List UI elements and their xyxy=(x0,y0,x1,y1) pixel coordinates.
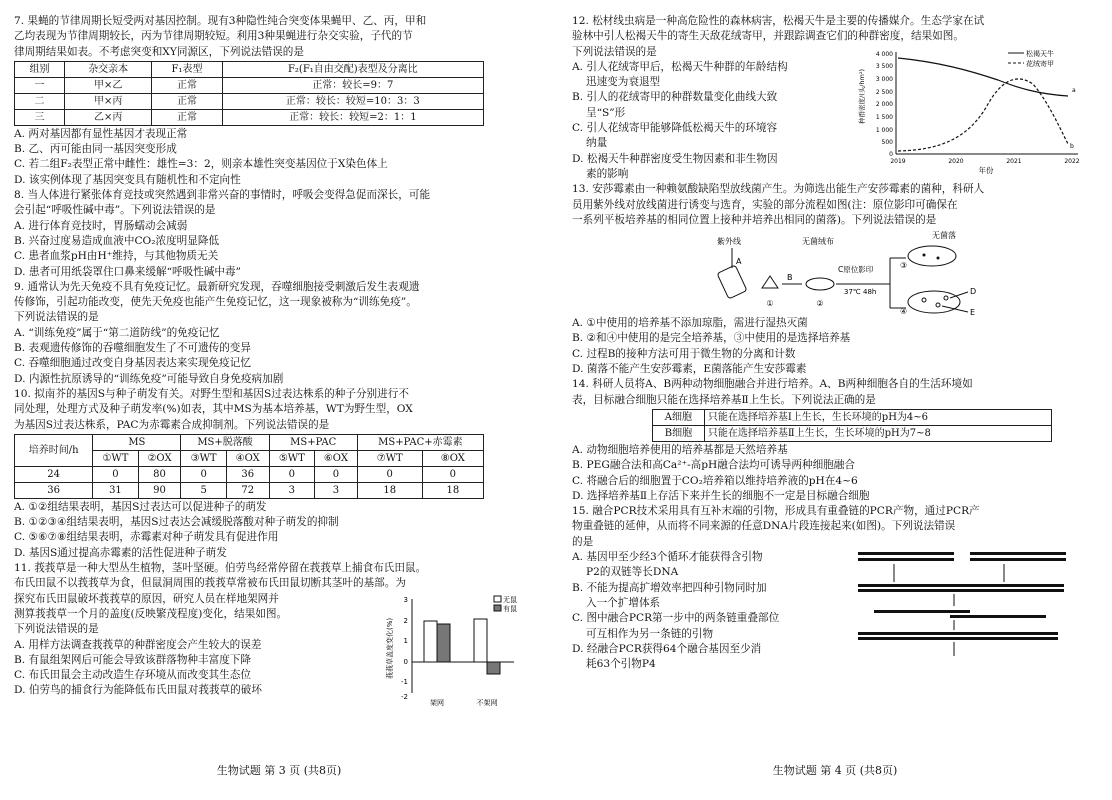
q13-option-a: A. ①中使用的培养基不添加琼脂，需进行湿热灭菌 xyxy=(572,317,808,330)
step-b-label: B xyxy=(787,273,793,283)
y-tick: 3 xyxy=(403,596,408,605)
table-cell: 72 xyxy=(226,482,269,498)
table-cell: 0 xyxy=(422,466,483,482)
table-cell: 90 xyxy=(138,482,181,498)
bar-fenced-with-rat xyxy=(437,624,450,662)
cloth-label: 无菌绒布 xyxy=(802,237,834,247)
q10-line: 为基因S过表达株系，PAC为赤霉素合成抑制剂。下列说法错误的是 xyxy=(14,418,330,431)
stamp-label: C原位影印 xyxy=(838,265,874,275)
step-a-label: A xyxy=(736,257,742,267)
table-cell: 只能在选择培养基Ⅱ上生长，生长环境的pH为7~8 xyxy=(704,425,1051,441)
q9-option-a: A. “训练免疫”属于“第二道防线”的免疫记忆 xyxy=(14,326,220,339)
table-cell: 甲×丙 xyxy=(65,93,152,109)
table-cell: 0 xyxy=(314,466,357,482)
plate-2-icon xyxy=(806,278,834,290)
y-tick: 1 500 xyxy=(875,114,893,121)
table-cell: 正常 xyxy=(152,109,222,125)
q7-option-c: C. 若二组F₂表型正常中雌性：雄性=3：2，则亲本雄性突变基因位于X染色体上 xyxy=(14,158,388,171)
fused-strand xyxy=(858,637,1058,640)
q12-line: 下列说法错误的是 xyxy=(572,45,657,58)
q14-option-c: C. 将融合后的细胞置于CO₂培养箱以维持培养液的pH在4~6 xyxy=(572,474,858,487)
overlap-strand xyxy=(874,610,970,613)
q12-line-chart xyxy=(858,44,1094,174)
series-point-label: b xyxy=(1070,143,1074,150)
table-cell: 二 xyxy=(15,93,65,109)
y-tick: 2 xyxy=(403,617,408,626)
q12-option-c: C. 引人花绒寄甲能够降低松褐天牛的环境容 xyxy=(572,122,778,135)
q10-line: 同处理，处理方式及种子萌发率(%)如表，其中MS为基本培养基，WT为野生型，OX xyxy=(14,403,413,416)
table-header: ⑥OX xyxy=(314,450,357,466)
q11-line: 探究布氏田鼠破坏莪莪草的原因，研究人员在样地架网并 xyxy=(14,592,279,605)
q13-line: 13. 安莎霉素由一种赖氨酸缺陷型放线菌产生。为筛选出能生产安莎霉素的菌种，科研人 xyxy=(572,183,985,196)
legend-swatch xyxy=(494,605,501,611)
step-3-label: ③ xyxy=(900,261,908,271)
table-cell: 36 xyxy=(226,466,269,482)
y-tick: 3 500 xyxy=(875,63,893,70)
series-point-label: a xyxy=(1072,87,1076,94)
gene-b-strand xyxy=(970,552,1066,555)
table-cell: B细胞 xyxy=(653,425,705,441)
table-header: MS+PAC+赤霉素 xyxy=(357,434,483,450)
q9-line: 传修饰，引起功能改变，使先天免疫也能产生免疫记忆，这一现象被称为“训练免疫”。 xyxy=(14,296,417,309)
q10-line: 10. 拟南芥的基因S与种子萌发有关。对野生型和基因S过表达株系的种子分别进行不 xyxy=(14,387,409,400)
q15-line: 物重叠链的延伸，从而将不同来源的任意DNA片段连接起来(如图)。下列说法错误 xyxy=(572,520,956,533)
table-cell: 正常 xyxy=(152,77,222,93)
q11-option-d: D. 伯劳鸟的捕食行为能降低布氏田鼠对莪莪草的破坏 xyxy=(14,684,262,697)
q15-pcr-diagram xyxy=(854,526,1094,676)
table-header: ④OX xyxy=(226,450,269,466)
table-header: 组别 xyxy=(15,61,65,77)
q12-option-d-cont: 素的影响 xyxy=(586,167,629,180)
q11-line: 11. 莪莪草是一种大型丛生植物，茎叶坚硬。伯劳鸟经常停留在莪莪草上捕食布氏田鼠。 xyxy=(14,562,427,575)
q8-option-c: C. 患者血浆pH由H⁺维持，与其他物质无关 xyxy=(14,250,219,263)
x-tick: 2020 xyxy=(948,158,964,165)
q13-flow-diagram xyxy=(572,228,1098,316)
x-tick: 2022 xyxy=(1064,158,1080,165)
step-4-label: ④ xyxy=(900,307,908,317)
left-page xyxy=(14,14,544,800)
amplicon-strand xyxy=(954,584,1064,587)
q12-line: 12. 松材线虫病是一种高危险性的森林病害，松褐天牛是主要的传播媒介。生态学家在试 xyxy=(572,15,985,27)
legend-label: 无鼠 xyxy=(503,596,517,605)
question-13 xyxy=(572,182,1098,377)
table-cell: 正常 xyxy=(152,93,222,109)
q10-option-d: D. 基因S通过提高赤霉素的活性促进种子萌发 xyxy=(14,546,227,559)
x-tick: 2019 xyxy=(890,158,906,165)
q12-option-b-cont: 呈“S”形 xyxy=(586,106,626,119)
q7-table xyxy=(14,61,484,126)
x-cat-label: 架网 xyxy=(430,699,444,708)
amplicon-strand xyxy=(858,584,958,587)
q8-line: 8. 当人体进行紧张体育竞技或突然遇到非常兴奋的事情时，呼吸会变得急促而深长，可能 xyxy=(14,189,431,202)
q15-option-a-cont: P2的双链等长DNA xyxy=(586,566,679,579)
question-14 xyxy=(572,377,1098,504)
uv-label: 紫外线 xyxy=(717,237,741,247)
q7-option-d: D. 该实例体现了基因突变具有随机性和不定向性 xyxy=(14,173,241,186)
table-cell: 18 xyxy=(357,482,422,498)
table-cell: 正常：较长=9：7 xyxy=(222,77,483,93)
colony-dot xyxy=(936,303,940,307)
question-10 xyxy=(14,387,544,561)
q11-option-a: A. 用样方法调查莪莪草的种群密度会产生较大的误差 xyxy=(14,638,262,651)
table-cell: 乙×丙 xyxy=(65,109,152,125)
table-cell: 0 xyxy=(181,466,226,482)
q12-line: 验林中引人松褐天牛的寄生天敌花绒寄甲，并跟踪调查它们的种群密度，结果如图。 xyxy=(572,30,964,43)
table-cell: 正常：较长：较短=2：1：1 xyxy=(222,109,483,125)
amplicon-strand xyxy=(954,589,1064,592)
right-page xyxy=(572,14,1098,800)
question-15 xyxy=(572,504,1098,672)
q13-line: 一系列平板培养基的相同位置上接种并培养出相同的菌落)。下列说法错误的是 xyxy=(572,213,937,226)
table-header: MS+PAC xyxy=(269,434,357,450)
q8-option-d: D. 患者可用纸袋罩住口鼻来缓解“呼吸性碱中毒” xyxy=(14,265,241,278)
legend-label: 松褐天牛 xyxy=(1026,50,1054,58)
table-cell: 0 xyxy=(269,466,314,482)
q11-line: 测算莪莪草一个月的盖度(反映繁茂程度)变化，结果如图。 xyxy=(14,607,288,620)
bar-unfenced-with-rat xyxy=(487,662,500,674)
q12-option-d: D. 松褐天牛种群密度受生物因素和非生物因 xyxy=(572,152,778,165)
table-cell: 只能在选择培养基Ⅰ上生长，生长环境的pH为4~6 xyxy=(704,409,1051,425)
colony-dot xyxy=(944,296,948,300)
colony-dot xyxy=(923,254,926,257)
q15-option-a: A. 基因甲至少经3个循环才能获得含引物 xyxy=(572,551,763,564)
amplicon-strand xyxy=(858,589,958,592)
q15-line: 的是 xyxy=(572,535,594,548)
y-axis-label: 种群密度/(头/hm²) xyxy=(858,68,866,124)
q13-line: 员用紫外线对放线菌进行诱变与选育，实验的部分流程如图(注：原位影印可确保在 xyxy=(572,198,958,211)
q15-option-b-cont: 入一个扩增体系 xyxy=(586,596,661,609)
table-cell: 80 xyxy=(138,466,181,482)
q7-option-a: A. 两对基因都有显性基因才表现正常 xyxy=(14,127,188,140)
q8-option-a: A. 进行体育竞技时，胃肠蠕动会减弱 xyxy=(14,219,188,232)
table-cell: 18 xyxy=(422,482,483,498)
gene-b-strand xyxy=(970,558,1066,561)
q9-option-c: C. 吞噬细胞通过改变自身基因表达来实现免疫记忆 xyxy=(14,357,251,370)
table-cell: 3 xyxy=(269,482,314,498)
q8-option-b: B. 兴奋过度易造成血液中CO₂浓度明显降低 xyxy=(14,234,220,247)
y-tick: 2 500 xyxy=(875,89,893,96)
q11-option-c: C. 布氏田鼠会主动改造生存环境从而改变其生态位 xyxy=(14,669,251,682)
q14-option-a: A. 动物细胞培养使用的培养基都是天然培养基 xyxy=(572,443,788,456)
plate-3-icon xyxy=(908,246,956,266)
q9-option-d: D. 内源性抗原诱导的“训练免疫”可能导致自身免疫病加剧 xyxy=(14,372,284,385)
question-8 xyxy=(14,188,544,280)
table-header: MS+脱落酸 xyxy=(181,434,269,450)
table-header: F₁表型 xyxy=(152,61,222,77)
x-tick: 2021 xyxy=(1006,158,1022,165)
q14-option-b: B. PEG融合法和高Ca²⁺-高pH融合法均可诱导两种细胞融合 xyxy=(572,459,855,472)
q10-option-a: A. ①②组结果表明，基因S过表达可以促进种子的萌发 xyxy=(14,500,267,513)
table-header: ⑤WT xyxy=(269,450,314,466)
gene-a-strand xyxy=(858,558,954,561)
pointer-e xyxy=(942,306,968,312)
x-axis-label: 年份 xyxy=(978,166,994,174)
legend-label: 花绒寄甲 xyxy=(1026,60,1054,68)
y-tick: 4 000 xyxy=(875,51,893,58)
y-tick: 0 xyxy=(403,658,408,667)
gene-a-strand xyxy=(858,552,954,555)
page-footer: 生物试题 第 3 页 (共8页) xyxy=(216,763,342,777)
q15-option-d: D. 经融合PCR获得64个融合基因至少消 xyxy=(572,642,762,655)
q7-line: 7. 果蝇的节律周期长短受两对基因控制。现有3种隐性纯合突变体果蝇甲、乙、丙，甲和 xyxy=(14,15,427,27)
legend-swatch xyxy=(494,596,501,602)
table-header: 杂交亲本 xyxy=(65,61,152,77)
q13-option-d: D. 菌落不能产生安莎霉素，E菌落能产生安莎霉素 xyxy=(572,363,807,376)
y-axis-label: 莪莪草盖度变化(%) xyxy=(386,617,394,680)
overlap-strand xyxy=(950,615,1046,618)
table-header: ⑧OX xyxy=(422,450,483,466)
x-cat-label: 不架网 xyxy=(476,699,498,708)
q15-option-c: C. 图中融合PCR第一步中的两条链重叠部位 xyxy=(572,612,780,625)
q7-line: 律周期结果如表。不考虑突变和XY同源区，下列说法错误的是 xyxy=(14,45,304,58)
table-cell: 36 xyxy=(15,482,93,498)
fused-strand xyxy=(858,632,1058,635)
colony-e-label: E xyxy=(970,308,976,317)
table-cell: 甲×乙 xyxy=(65,77,152,93)
q10-option-b: B. ①②③④组结果表明，基因S过表达会减缓脱落酸对种子萌发的抑制 xyxy=(14,516,339,529)
culture-condition: 37℃ 48h xyxy=(844,288,877,297)
q14-line: 14. 科研人员将A、B两种动物细胞融合并进行培养。A、B两种细胞各自的生活环境如 xyxy=(572,378,973,391)
legend-label: 有鼠 xyxy=(503,605,517,614)
bar-unfenced-no-rat xyxy=(474,619,487,662)
q15-option-c-cont: 可互相作为另一条链的引物 xyxy=(586,627,714,640)
pointer-d xyxy=(950,292,968,298)
table-header: MS xyxy=(93,434,181,450)
table-cell: 5 xyxy=(181,482,226,498)
q9-line: 9. 通常认为先天免疫不具有免疫记忆。最新研究发现，吞噬细胞接受刺激后发生表观遗 xyxy=(14,280,420,293)
series-line-parasite xyxy=(898,79,1068,151)
table-header: ③WT xyxy=(181,450,226,466)
table-header: 培养时间/h xyxy=(15,434,93,466)
table-cell: 3 xyxy=(314,482,357,498)
step-2-label: ② xyxy=(816,299,824,309)
y-tick: 3 000 xyxy=(875,76,893,83)
q10-table xyxy=(14,434,484,499)
y-tick: 1 xyxy=(403,637,408,646)
table-cell: 24 xyxy=(15,466,93,482)
table-cell: 0 xyxy=(93,466,138,482)
q15-option-d-cont: 耗63个引物P4 xyxy=(586,658,656,671)
step-1-label: ① xyxy=(766,299,774,309)
y-tick: -1 xyxy=(401,678,408,687)
y-tick: 0 xyxy=(889,151,893,158)
question-12 xyxy=(572,14,1098,182)
colony-dot xyxy=(922,298,926,302)
flask-icon xyxy=(762,276,778,288)
q10-option-c: C. ⑤⑥⑦⑧组结果表明，赤霉素对种子萌发具有促进作用 xyxy=(14,531,279,544)
table-header: ①WT xyxy=(93,450,138,466)
table-cell: 正常：较长：较短=10：3：3 xyxy=(222,93,483,109)
no-colony-label: 无菌落 xyxy=(932,231,956,241)
q13-option-b: B. ②和④中使用的是完全培养基，③中使用的是选择培养基 xyxy=(572,332,851,345)
q11-option-b: B. 有鼠组架网后可能会导致该群落物种丰富度下降 xyxy=(14,653,251,666)
y-tick: 1 000 xyxy=(875,127,893,134)
q13-option-c: C. 过程B的接种方法可用于微生物的分离和计数 xyxy=(572,347,796,360)
question-7 xyxy=(14,14,544,188)
table-cell: 31 xyxy=(93,482,138,498)
question-11 xyxy=(14,561,544,708)
table-cell: 三 xyxy=(15,109,65,125)
page-footer: 生物试题 第 4 页 (共8页) xyxy=(772,763,898,777)
q9-option-b: B. 表观遗传修饰的吞噬细胞发生了不可遗传的变异 xyxy=(14,342,251,355)
y-tick: 500 xyxy=(881,139,893,146)
table-header: ⑦WT xyxy=(357,450,422,466)
q12-option-a-cont: 迅速变为衰退型 xyxy=(586,76,661,89)
q12-option-a: A. 引人花绒寄甲后，松褐天牛种群的年龄结构 xyxy=(572,60,788,73)
test-tube-icon xyxy=(717,265,747,299)
q11-line: 布氏田鼠不以莪莪草为食，但鼠洞周围的莪莪草常被布氏田鼠切断其茎叶的基部。为 xyxy=(14,577,406,590)
table-cell: 一 xyxy=(15,77,65,93)
table-cell: 0 xyxy=(357,466,422,482)
bar-fenced-no-rat xyxy=(424,621,437,662)
plate-4-icon xyxy=(908,291,960,313)
q8-line: 会引起“呼吸性碱中毒”。下列说法错误的是 xyxy=(14,204,216,217)
table-header: F₂(F₁自由交配)表型及分离比 xyxy=(222,61,483,77)
colony-dot xyxy=(937,257,940,260)
q14-table xyxy=(652,409,1052,442)
table-header: ②OX xyxy=(138,450,181,466)
y-tick: -2 xyxy=(401,693,408,702)
q12-option-b: B. 引人的花绒寄甲的种群数量变化曲线大致 xyxy=(572,91,778,104)
q11-line: 下列说法错误的是 xyxy=(14,623,99,636)
q14-line: 表，目标融合细胞只能在选择培养基Ⅱ上生长。下列说法正确的是 xyxy=(572,393,876,406)
q7-line: 乙均表现为节律周期较长，丙为节律周期较短。利用3种果蝇进行杂交实验，子代的节 xyxy=(14,30,413,43)
q9-line: 下列说法错误的是 xyxy=(14,311,99,324)
q15-line: 15. 融合PCR技术采用具有互补末端的引物，形成具有重叠链的PCR产物，通过PCR产 xyxy=(572,505,980,518)
q11-bar-chart xyxy=(384,591,534,709)
q12-option-c-cont: 纳量 xyxy=(586,137,608,150)
colony-d-label: D xyxy=(970,287,977,297)
y-tick: 2 000 xyxy=(875,101,893,108)
question-9 xyxy=(14,280,544,387)
q14-option-d: D. 选择培养基Ⅱ上存活下来并生长的细胞不一定是目标融合细胞 xyxy=(572,489,870,502)
table-cell: A细胞 xyxy=(653,409,705,425)
q7-option-b: B. 乙、丙可能由同一基因突变形成 xyxy=(14,143,177,156)
q15-option-b: B. 不能为提高扩增效率把四种引物同时加 xyxy=(572,581,767,594)
